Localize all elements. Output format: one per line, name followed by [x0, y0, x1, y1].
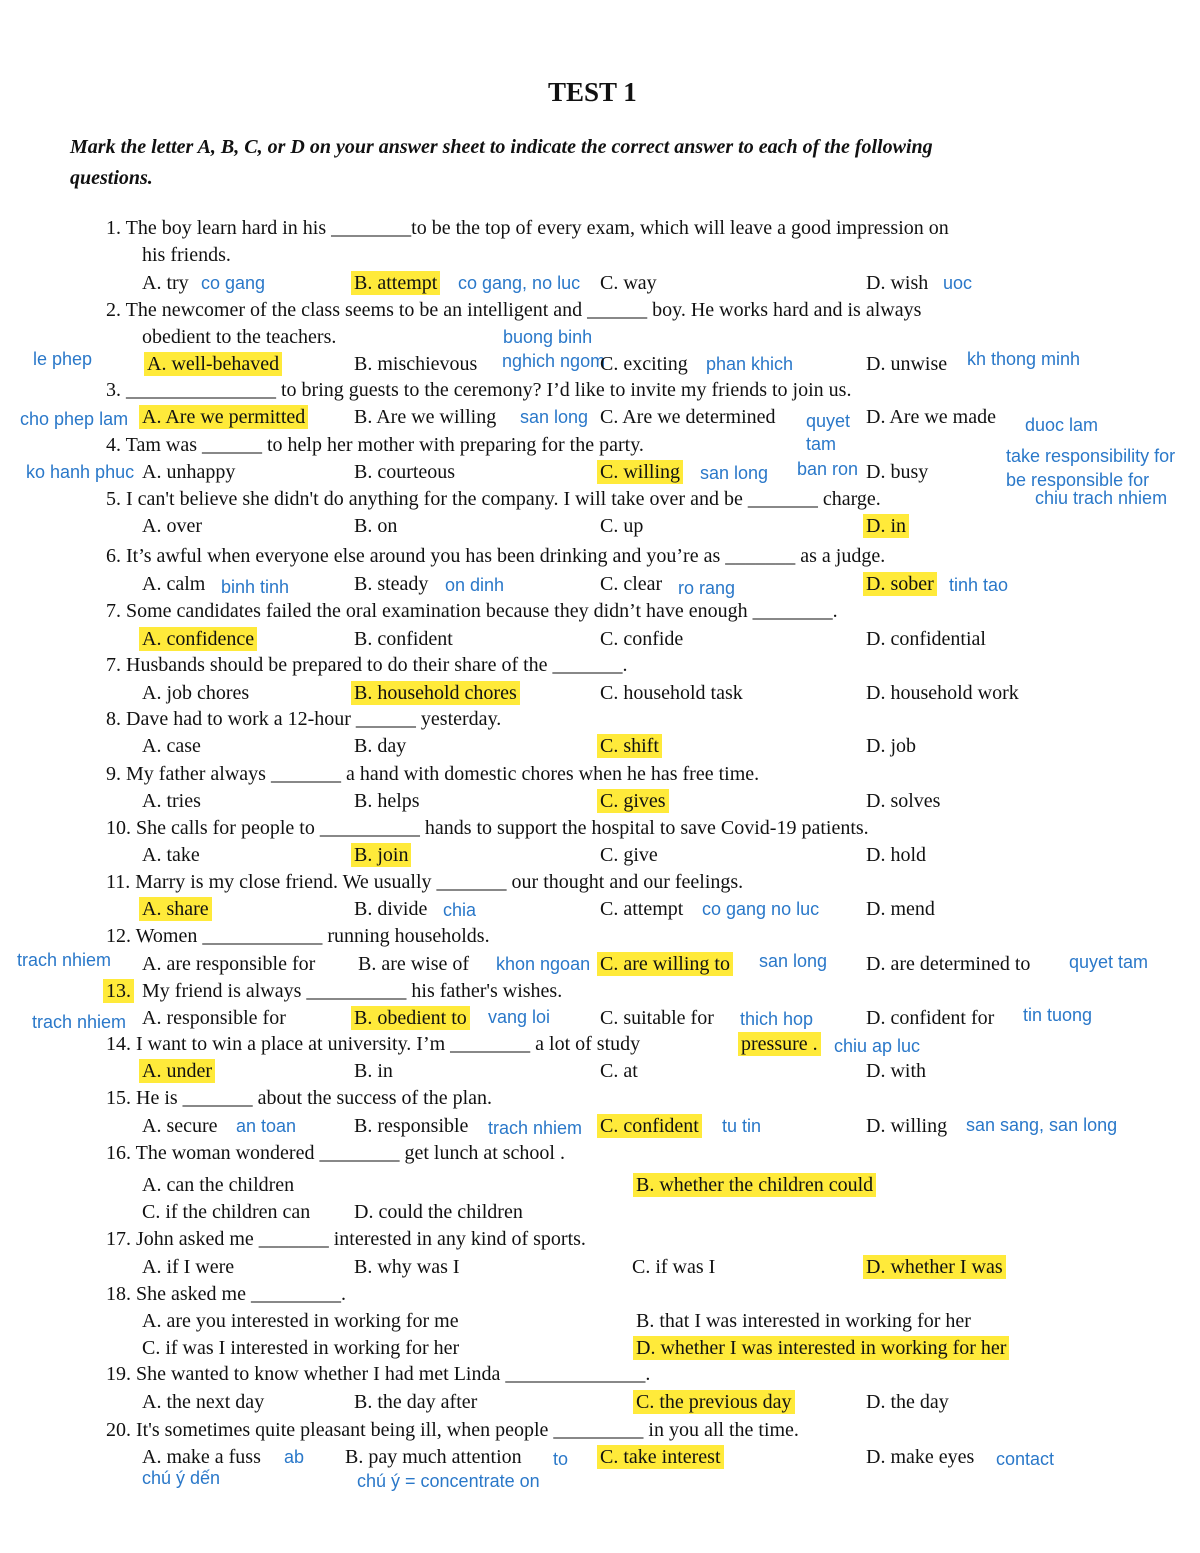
option-c-correct: C. are willing to — [597, 952, 733, 976]
question-stem: 19. She wanted to know whether I had met Linda ______________. — [106, 1363, 651, 1385]
question-stem: 8. Dave had to work a 12-hour ______ yesterday. — [106, 708, 502, 730]
handwritten-note: an toan — [236, 1116, 297, 1136]
handwritten-note: nghich ngom — [502, 351, 606, 371]
handwritten-note: be responsible for — [1006, 470, 1150, 490]
option-b-correct: B. household chores — [351, 681, 520, 705]
question-stem-cont: obedient to the teachers. — [142, 326, 337, 348]
handwritten-note: tinh tao — [949, 575, 1009, 595]
question-stem: 6. It’s awful when everyone else around you has been drinking and you’re as _______ as a judge. — [106, 545, 886, 567]
option-d: D. could the children — [354, 1201, 523, 1223]
option-b: B. confident — [354, 628, 453, 650]
option-b: B. why was I — [354, 1256, 460, 1278]
question-stem: 1. The boy learn hard in his ________to be the top of every exam, which will leave a good impression on — [106, 217, 949, 239]
question-stem: 4. Tam was ______ to help her mother with preparing for the party. — [106, 434, 644, 456]
option-a: A. secure — [142, 1115, 218, 1137]
question-stem: 18. She asked me _________. — [106, 1283, 346, 1305]
handwritten-note: vang loi — [488, 1007, 551, 1027]
option-b: B. steady — [354, 573, 429, 595]
option-a-correct: A. well-behaved — [144, 352, 282, 376]
handwritten-note: phan khich — [706, 354, 794, 374]
option-a: A. case — [142, 735, 201, 757]
question-stem: 15. He is _______ about the success of the plan. — [106, 1087, 493, 1109]
option-d: D. confident for — [866, 1007, 995, 1029]
handwritten-note: kh thong minh — [967, 349, 1081, 369]
option-c: C. if the children can — [142, 1201, 311, 1223]
handwritten-note: trach nhiem — [488, 1118, 583, 1138]
option-a: A. are responsible for — [142, 953, 316, 975]
handwritten-note: take responsibility for — [1006, 446, 1176, 466]
option-c: C. attempt — [600, 898, 684, 920]
option-d: D. solves — [866, 790, 941, 812]
option-a: A. responsible for — [142, 1007, 286, 1029]
option-c-correct: C. shift — [597, 734, 662, 758]
handwritten-note: san long — [759, 951, 828, 971]
question-stem: 3. _______________ to bring guests to the ceremony? I’d like to invite my friends to join us. — [106, 379, 852, 401]
handwritten-note: tin tuong — [1023, 1005, 1093, 1025]
option-a: A. can the children — [142, 1174, 295, 1196]
handwritten-note: quyet tam — [1069, 952, 1149, 972]
handwritten-note: ro rang — [678, 578, 736, 598]
option-a: A. tries — [142, 790, 201, 812]
question-stem-cont: his friends. — [142, 244, 231, 266]
handwritten-note: san sang, san long — [966, 1115, 1118, 1135]
handwritten-note: co gang — [201, 273, 266, 293]
option-b: B. the day after — [354, 1391, 478, 1413]
option-d-correct: D. whether I was — [863, 1255, 1006, 1279]
handwritten-note: on dinh — [445, 575, 505, 595]
option-a: A. take — [142, 844, 200, 866]
handwritten-note: uoc — [943, 273, 973, 293]
question-stem: 7. Some candidates failed the oral examination because they didn’t have enough ________. — [106, 600, 838, 622]
option-b: B. responsible — [354, 1115, 469, 1137]
option-c: C. suitable for — [600, 1007, 714, 1029]
option-d: D. wish — [866, 272, 929, 294]
option-d: D. mend — [866, 898, 935, 920]
handwritten-note: chiu ap luc — [834, 1036, 921, 1056]
option-a: A. over — [142, 515, 202, 537]
option-c: C. clear — [600, 573, 663, 595]
option-b-correct: B. join — [351, 843, 411, 867]
handwritten-note: co gang no luc — [702, 899, 820, 919]
question-stem: My friend is always __________ his father's wishes. — [142, 980, 563, 1002]
option-c: C. give — [600, 844, 658, 866]
handwritten-note: buong binh — [503, 327, 593, 347]
question-stem: 2. The newcomer of the class seems to be an intelligent and ______ boy. He works hard and is always — [106, 299, 922, 321]
option-c-correct: C. take interest — [597, 1445, 724, 1469]
question-stem: 10. She calls for people to __________ hands to support the hospital to save Covid-19 patients. — [106, 817, 869, 839]
option-b: B. divide — [354, 898, 428, 920]
handwritten-note: thich hop — [740, 1009, 814, 1029]
option-a: A. calm — [142, 573, 206, 595]
option-b: B. Are we willing — [354, 406, 497, 428]
option-d: D. household work — [866, 682, 1019, 704]
option-c: C. exciting — [600, 353, 688, 375]
option-c: C. up — [600, 515, 644, 537]
option-b: B. in — [354, 1060, 393, 1082]
option-d: D. with — [866, 1060, 926, 1082]
handwritten-note: tu tin — [722, 1116, 762, 1136]
handwritten-note: ban ron — [797, 459, 859, 479]
option-b: B. helps — [354, 790, 420, 812]
handwritten-note: tam — [806, 434, 837, 454]
handwritten-note: chia — [443, 900, 477, 920]
handwritten-note: binh tinh — [221, 577, 290, 597]
option-b: B. on — [354, 515, 398, 537]
option-b: B. courteous — [354, 461, 456, 483]
handwritten-note: chú ý = concentrate on — [357, 1471, 540, 1491]
option-a: A. try — [142, 272, 189, 294]
option-d: D. the day — [866, 1391, 949, 1413]
option-d-correct: D. whether I was interested in working for her — [633, 1336, 1009, 1360]
question-stem: 7. Husbands should be prepared to do their share of the _______. — [106, 654, 628, 676]
option-a: A. job chores — [142, 682, 250, 704]
option-d: D. job — [866, 735, 916, 757]
option-a-correct: A. share — [139, 897, 212, 921]
question-stem: 5. I can't believe she didn't do anything for the company. I will take over and be _______ charge. — [106, 488, 881, 510]
handwritten-note: contact — [996, 1449, 1055, 1469]
option-c: C. if was I interested in working for her — [142, 1337, 460, 1359]
option-b: B. pay much attention — [345, 1446, 522, 1468]
option-a-correct: A. under — [139, 1059, 215, 1083]
question-stem: 14. I want to win a place at university. I’m ________ a lot of study — [106, 1033, 641, 1055]
option-a: A. the next day — [142, 1391, 265, 1413]
option-b-correct: B. whether the children could — [633, 1173, 876, 1197]
option-c: C. at — [600, 1060, 638, 1082]
handwritten-note: ab — [284, 1447, 305, 1467]
handwritten-note: trach nhiem — [17, 950, 112, 970]
question-stem: 9. My father always _______ a hand with domestic chores when he has free time. — [106, 763, 760, 785]
option-b-correct: B. obedient to — [351, 1006, 470, 1030]
question-stem: 16. The woman wondered ________ get lunch at school . — [106, 1142, 565, 1164]
option-c-correct: C. willing — [597, 460, 683, 484]
handwritten-note: cho phep lam — [20, 409, 129, 429]
option-b-correct: B. attempt — [351, 271, 440, 295]
option-c: C. household task — [600, 682, 743, 704]
option-d: D. make eyes — [866, 1446, 975, 1468]
option-b: B. mischievous — [354, 353, 478, 375]
handwritten-note: ko hanh phuc — [26, 462, 135, 482]
option-b: B. day — [354, 735, 407, 757]
handwritten-note: quyet — [806, 411, 851, 431]
option-c-correct: C. confident — [597, 1114, 702, 1138]
option-d-correct: D. in — [863, 514, 909, 538]
question-stem: 17. John asked me _______ interested in any kind of sports. — [106, 1228, 586, 1250]
option-d: D. confidential — [866, 628, 986, 650]
option-d: D. unwise — [866, 353, 948, 375]
option-a-correct: A. Are we permitted — [139, 405, 308, 429]
page-title: TEST 1 — [548, 77, 637, 107]
instruction-line-2: questions. — [70, 167, 153, 189]
option-a: A. are you interested in working for me — [142, 1310, 459, 1332]
option-c-correct: C. gives — [597, 789, 669, 813]
option-a: A. make a fuss — [142, 1446, 261, 1468]
instruction-line-1: Mark the letter A, B, C, or D on your answer sheet to indicate the correct answer to each of the following — [70, 136, 933, 158]
option-a: A. if I were — [142, 1256, 235, 1278]
handwritten-note: co gang, no luc — [458, 273, 581, 293]
handwritten-note: duoc lam — [1025, 415, 1099, 435]
handwritten-note: chiu trach nhiem — [1035, 488, 1168, 508]
handwritten-note: to — [553, 1449, 569, 1469]
option-b: B. that I was interested in working for her — [636, 1310, 971, 1332]
option-d-correct: D. sober — [863, 572, 937, 596]
option-b: B. are wise of — [358, 953, 470, 975]
handwritten-note: san long — [520, 407, 589, 427]
option-d: D. hold — [866, 844, 926, 866]
handwritten-note: chú ý dến — [142, 1468, 221, 1488]
highlighted-word: pressure . — [738, 1032, 821, 1056]
option-c: C. Are we determined — [600, 406, 776, 428]
option-a-correct: A. confidence — [139, 627, 257, 651]
question-stem: 12. Women ____________ running households. — [106, 925, 490, 947]
option-a: A. unhappy — [142, 461, 236, 483]
question-stem: 20. It's sometimes quite pleasant being ill, when people _________ in you all the time. — [106, 1419, 799, 1441]
option-c-correct: C. the previous day — [633, 1390, 795, 1414]
option-c: C. way — [600, 272, 657, 294]
option-d: D. willing — [866, 1115, 948, 1137]
question-number-highlighted: 13. — [103, 979, 134, 1003]
option-c: C. confide — [600, 628, 684, 650]
handwritten-note: khon ngoan — [496, 954, 591, 974]
handwritten-note: trach nhiem — [32, 1012, 127, 1032]
option-d: D. Are we made — [866, 406, 996, 428]
handwritten-note: san long — [700, 463, 769, 483]
handwritten-note: le phep — [33, 349, 93, 369]
option-c: C. if was I — [632, 1256, 716, 1278]
option-d: D. are determined to — [866, 953, 1031, 975]
question-stem: 11. Marry is my close friend. We usually _______ our thought and our feelings. — [106, 871, 744, 893]
option-d: D. busy — [866, 461, 929, 483]
